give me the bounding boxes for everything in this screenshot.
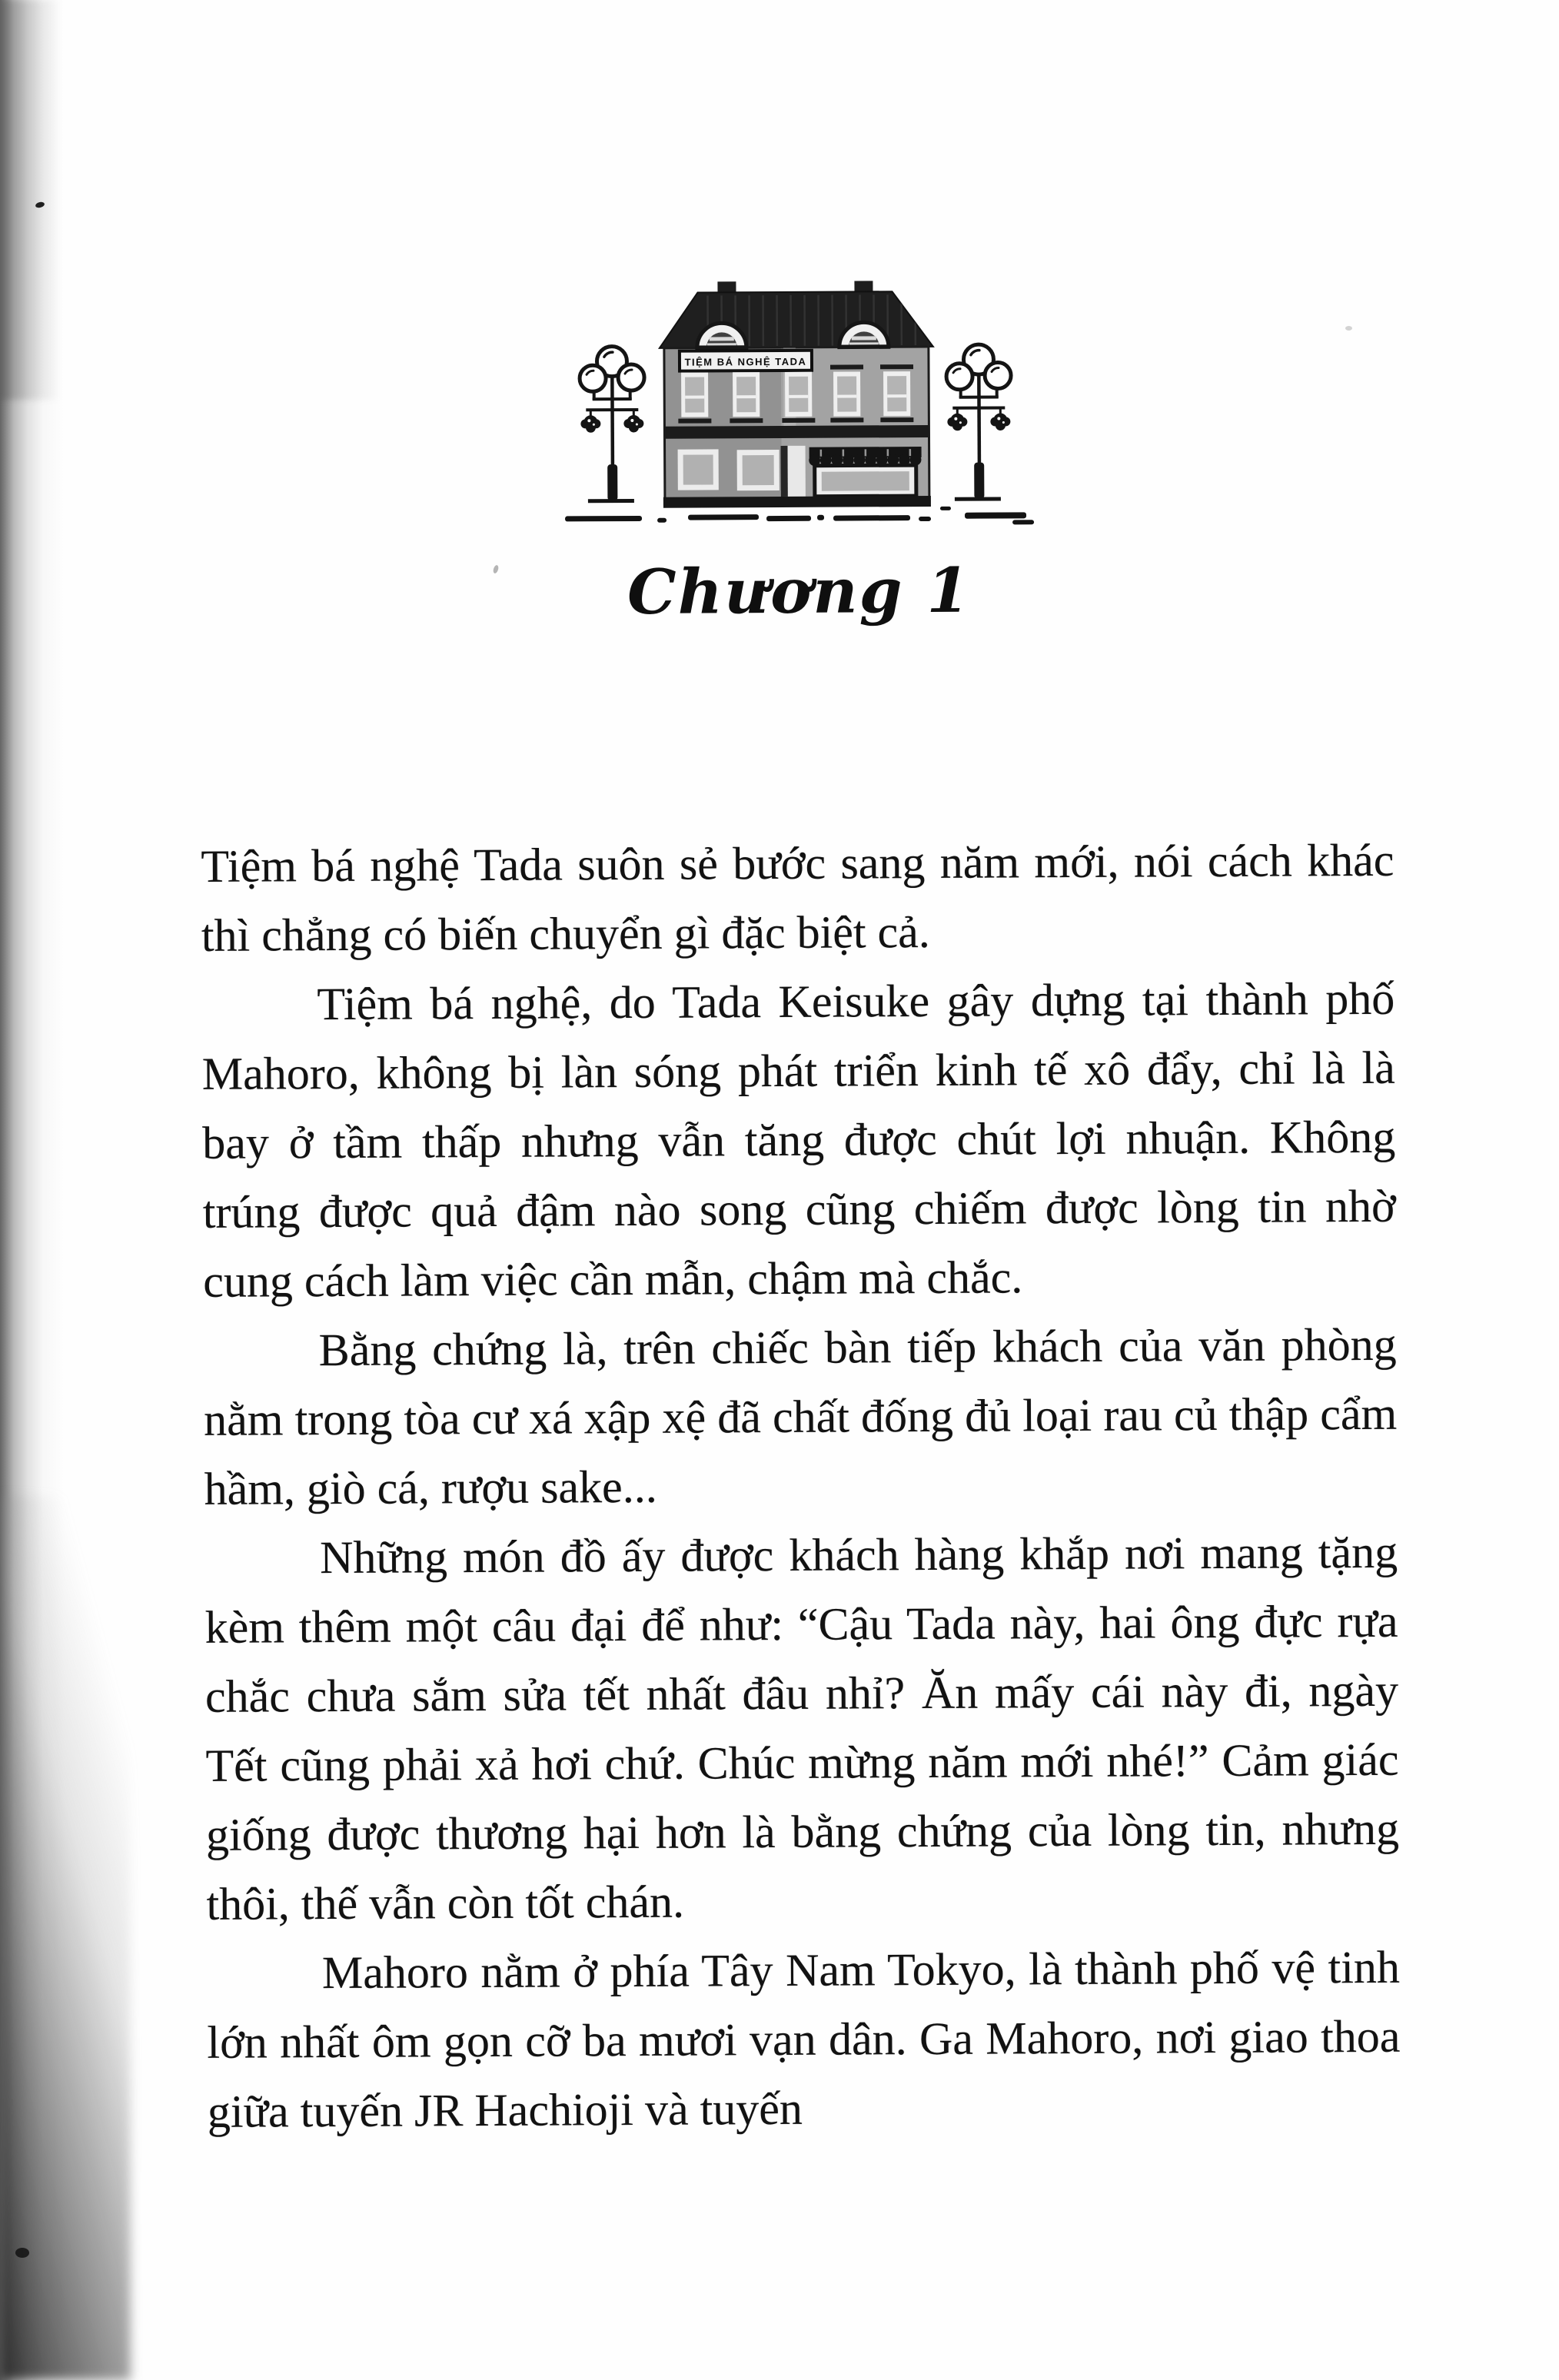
storefront-illustration	[557, 274, 1035, 530]
floor-band	[664, 425, 929, 439]
paragraph: Mahoro nằm ở phía Tây Nam Tokyo, là thành phố vệ tinh lớn nhất ôm gọn cỡ ba mươi vạn dân. Ga Mahoro, nơi giao thoa giữa tuyến JR Hachioji và tuyến	[207, 1941, 1401, 2137]
paragraph: Tiệm bá nghệ, do Tada Keisuke gây dựng tại thành phố Mahoro, không bị làn sóng phát triển kinh tế xô đẩy, chỉ là là bay ở tầm thấp nhưng vẫn tăng được chút lợi nhuận. Không trúng được quả đậm nào song cũng chiếm được lòng tin nhờ cung cách làm việc cần mẫn, chậm mà chắc.	[201, 972, 1396, 1307]
body-text	[201, 826, 1401, 2146]
chapter-title: Chương 1	[627, 553, 972, 629]
paragraph: Tiệm bá nghệ Tada suôn sẻ bước sang năm mới, nói cách khác thì chẳng có biến chuyển gì đặc biệt cả.	[201, 834, 1394, 961]
door-pillar	[781, 446, 788, 497]
street-lamp-right	[946, 344, 1012, 501]
storefront-illustration-svg	[557, 274, 1035, 530]
paragraph: Bằng chứng là, trên chiếc bàn tiếp khách của văn phòng nằm trong tòa cư xá xập xệ đã chất đống đủ loại rau củ thập cẩm hầm, giò cá, rượu sake...	[204, 1318, 1398, 1514]
paragraph: Những món đồ ấy được khách hàng khắp nơi mang tặng kèm thêm một câu đại để như: “Cậu Tada này, hai ông đực rựa chắc chưa sắm sửa tết nhất đâu nhỉ? Ăn mấy cái này đi, ngày Tết cũng phải xả hơi chứ. Chúc mừng năm mới nhé!” Cảm giác giống được thương hại hơn là bằng chứng của lòng tin, nhưng thôi, thế vẫn còn tốt chán.	[204, 1526, 1400, 1930]
shop-sign-text: TIỆM BÁ NGHỆ TADA	[684, 355, 807, 368]
foundation	[663, 496, 931, 508]
building	[659, 281, 934, 508]
street-lamp-left	[580, 346, 645, 503]
ground-line	[565, 506, 1034, 527]
door	[788, 446, 806, 497]
lower-floor	[678, 445, 922, 497]
shop-sign	[680, 351, 812, 371]
